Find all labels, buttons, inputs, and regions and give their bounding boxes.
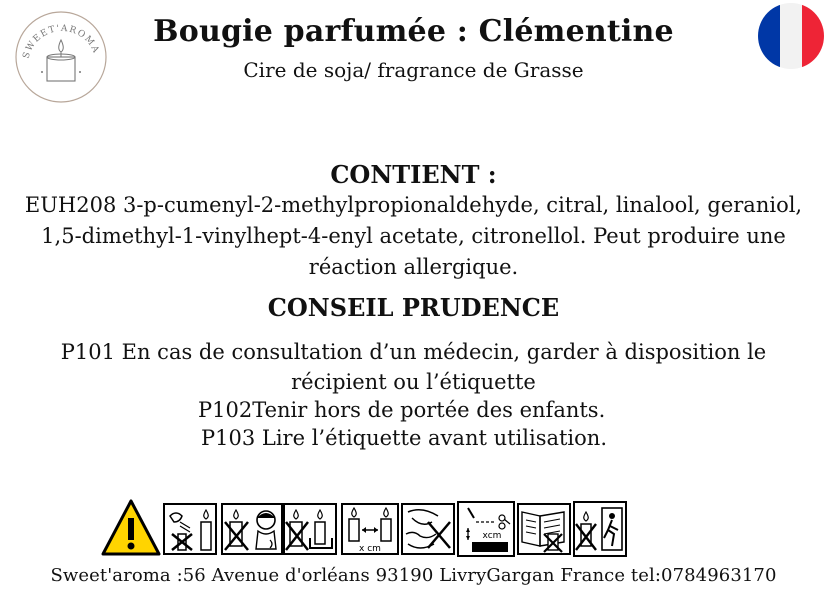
no-objects-near-icon [518,504,570,554]
product-title: Bougie parfumée : Clémentine [153,14,674,49]
safety-pictograms [100,498,630,558]
p101-statement: P101 En cas de consultation d’un médecin, garder à disposition le récipient ou l’étiquette [60,340,767,394]
logo-arc-text: SWEET'AROMA [21,23,101,60]
p103-statement: P103 Lire l’étiquette avant utilisation. [201,426,607,450]
distance-label: x cm [359,544,381,554]
no-flammable-icon [284,504,336,554]
no-leave-unattended-icon [574,502,626,556]
contient-heading: CONTIENT : [330,160,497,189]
candle-distance-icon [342,504,398,554]
no-water-icon [402,504,454,554]
trim-wick-icon [458,502,514,556]
no-drafts-icon [164,504,216,554]
contient-text: EUH208 3-p-cumenyl-2-methylpropionaldehyde, citral, linalool, geraniol, 1,5-dimethyl-1-vinylhept-4-enyl acetate, citronellol. Peut produire une réaction allergique. [24,193,803,279]
warning-triangle-icon [103,501,159,554]
wick-label: xcm [482,531,502,541]
product-subtitle: Cire de soja/ fragrance de Grasse [243,58,584,82]
footer-address: Sweet'aroma :56 Avenue d'orléans 93190 LivryGargan France tel:0784963170 [50,565,777,586]
conseil-heading: CONSEIL PRUDENCE [267,293,560,322]
keep-from-children-icon [222,504,282,554]
p102-statement: P102Tenir hors de portée des enfants. [198,398,606,422]
